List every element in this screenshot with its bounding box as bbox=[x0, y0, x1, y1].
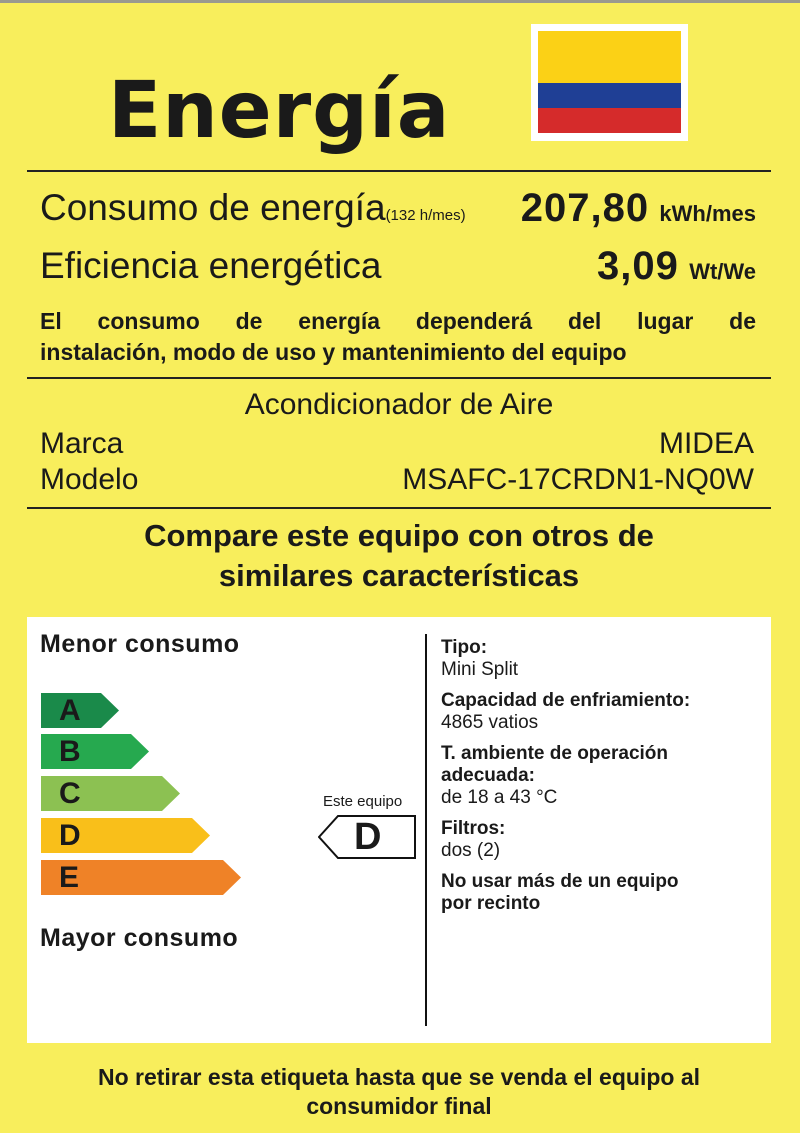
notice-line-2: instalación, modo de uso y mantenimiento del equipo bbox=[40, 339, 627, 365]
model-label: Modelo bbox=[40, 463, 139, 496]
footer-notice bbox=[27, 1063, 771, 1121]
flag-yellow-stripe bbox=[538, 31, 681, 83]
label-title: Energía bbox=[108, 66, 451, 156]
energy-class-arrow-b bbox=[41, 734, 149, 769]
top-border bbox=[0, 0, 800, 3]
brand-value: MIDEA bbox=[658, 427, 754, 460]
notice-line-1: El consumo de energía dependerá del lugar de bbox=[40, 308, 756, 334]
filtros-label: Filtros: bbox=[441, 818, 506, 839]
model-value: MSAFC-17CRDN1-NQ0W bbox=[402, 463, 754, 496]
footer-line-1: No retirar esta etiqueta hasta que se venda el equipo al bbox=[97, 1064, 701, 1090]
tipo-value: Mini Split bbox=[441, 659, 519, 680]
consumption-unit: kWh/mes bbox=[659, 201, 756, 226]
capacidad-value: 4865 vatios bbox=[441, 712, 539, 733]
energy-class-bar-a bbox=[41, 693, 119, 728]
energy-class-bar-b bbox=[41, 734, 149, 769]
tipo-label: Tipo: bbox=[441, 637, 488, 658]
warning-line-2: por recinto bbox=[441, 893, 541, 914]
rating-panel bbox=[27, 617, 771, 1043]
consumption-hours-note: (132 h/mes) bbox=[385, 207, 466, 224]
filtros-value: dos (2) bbox=[441, 840, 501, 861]
capacidad-label: Capacidad de enfriamiento: bbox=[441, 690, 691, 711]
brand-label: Marca bbox=[40, 427, 124, 460]
temp-label-1: T. ambiente de operación bbox=[441, 743, 668, 764]
product-type-heading: Acondicionador de Aire bbox=[244, 388, 554, 421]
specs-column bbox=[441, 637, 761, 924]
divider-line bbox=[27, 507, 771, 509]
energy-class-letter-b: B bbox=[59, 735, 81, 768]
efficiency-unit: Wt/We bbox=[689, 259, 756, 284]
model-row bbox=[40, 464, 754, 496]
efficiency-value-group bbox=[597, 244, 756, 294]
rating-letter: D bbox=[354, 816, 382, 858]
energy-class-bar-e bbox=[41, 860, 241, 895]
rating-indicator bbox=[318, 814, 418, 860]
temp-value: de 18 a 43 °C bbox=[441, 787, 558, 808]
compare-heading bbox=[27, 516, 771, 596]
efficiency-label: Eficiencia energética bbox=[40, 245, 382, 286]
efficiency-value: 3,09 bbox=[597, 244, 679, 288]
energy-class-bar-d bbox=[41, 818, 210, 853]
warning-line-1: No usar más de un equipo bbox=[441, 871, 679, 892]
temp-label-2: adecuada: bbox=[441, 765, 535, 786]
energy-class-letter-d: D bbox=[59, 819, 81, 852]
divider-line bbox=[27, 170, 771, 172]
scale-bottom-label: Mayor consumo bbox=[40, 924, 239, 952]
consumption-notice bbox=[40, 306, 756, 368]
scale-top-label: Menor consumo bbox=[40, 630, 240, 658]
footer-line-2: consumidor final bbox=[306, 1093, 492, 1119]
consumption-value-group bbox=[521, 186, 756, 236]
panel-vertical-divider bbox=[425, 634, 427, 1026]
energy-class-bar-c bbox=[41, 776, 180, 811]
flag-blue-stripe bbox=[538, 83, 681, 108]
efficiency-row bbox=[40, 244, 760, 288]
compare-line-1: Compare este equipo con otros de bbox=[144, 518, 654, 553]
compare-line-2: similares características bbox=[218, 558, 580, 593]
este-equipo-label: Este equipo bbox=[323, 793, 403, 810]
flag-red-stripe bbox=[538, 108, 681, 133]
brand-row bbox=[40, 428, 754, 460]
divider-line bbox=[27, 377, 771, 379]
energy-class-letter-e: E bbox=[59, 861, 80, 894]
consumption-value: 207,80 bbox=[520, 186, 650, 230]
energy-class-letter-a: A bbox=[59, 694, 81, 727]
consumption-row bbox=[40, 186, 760, 238]
energy-class-letter-c: C bbox=[59, 777, 81, 810]
consumption-label: Consumo de energía bbox=[40, 187, 386, 228]
colombia-flag-icon bbox=[531, 24, 688, 141]
